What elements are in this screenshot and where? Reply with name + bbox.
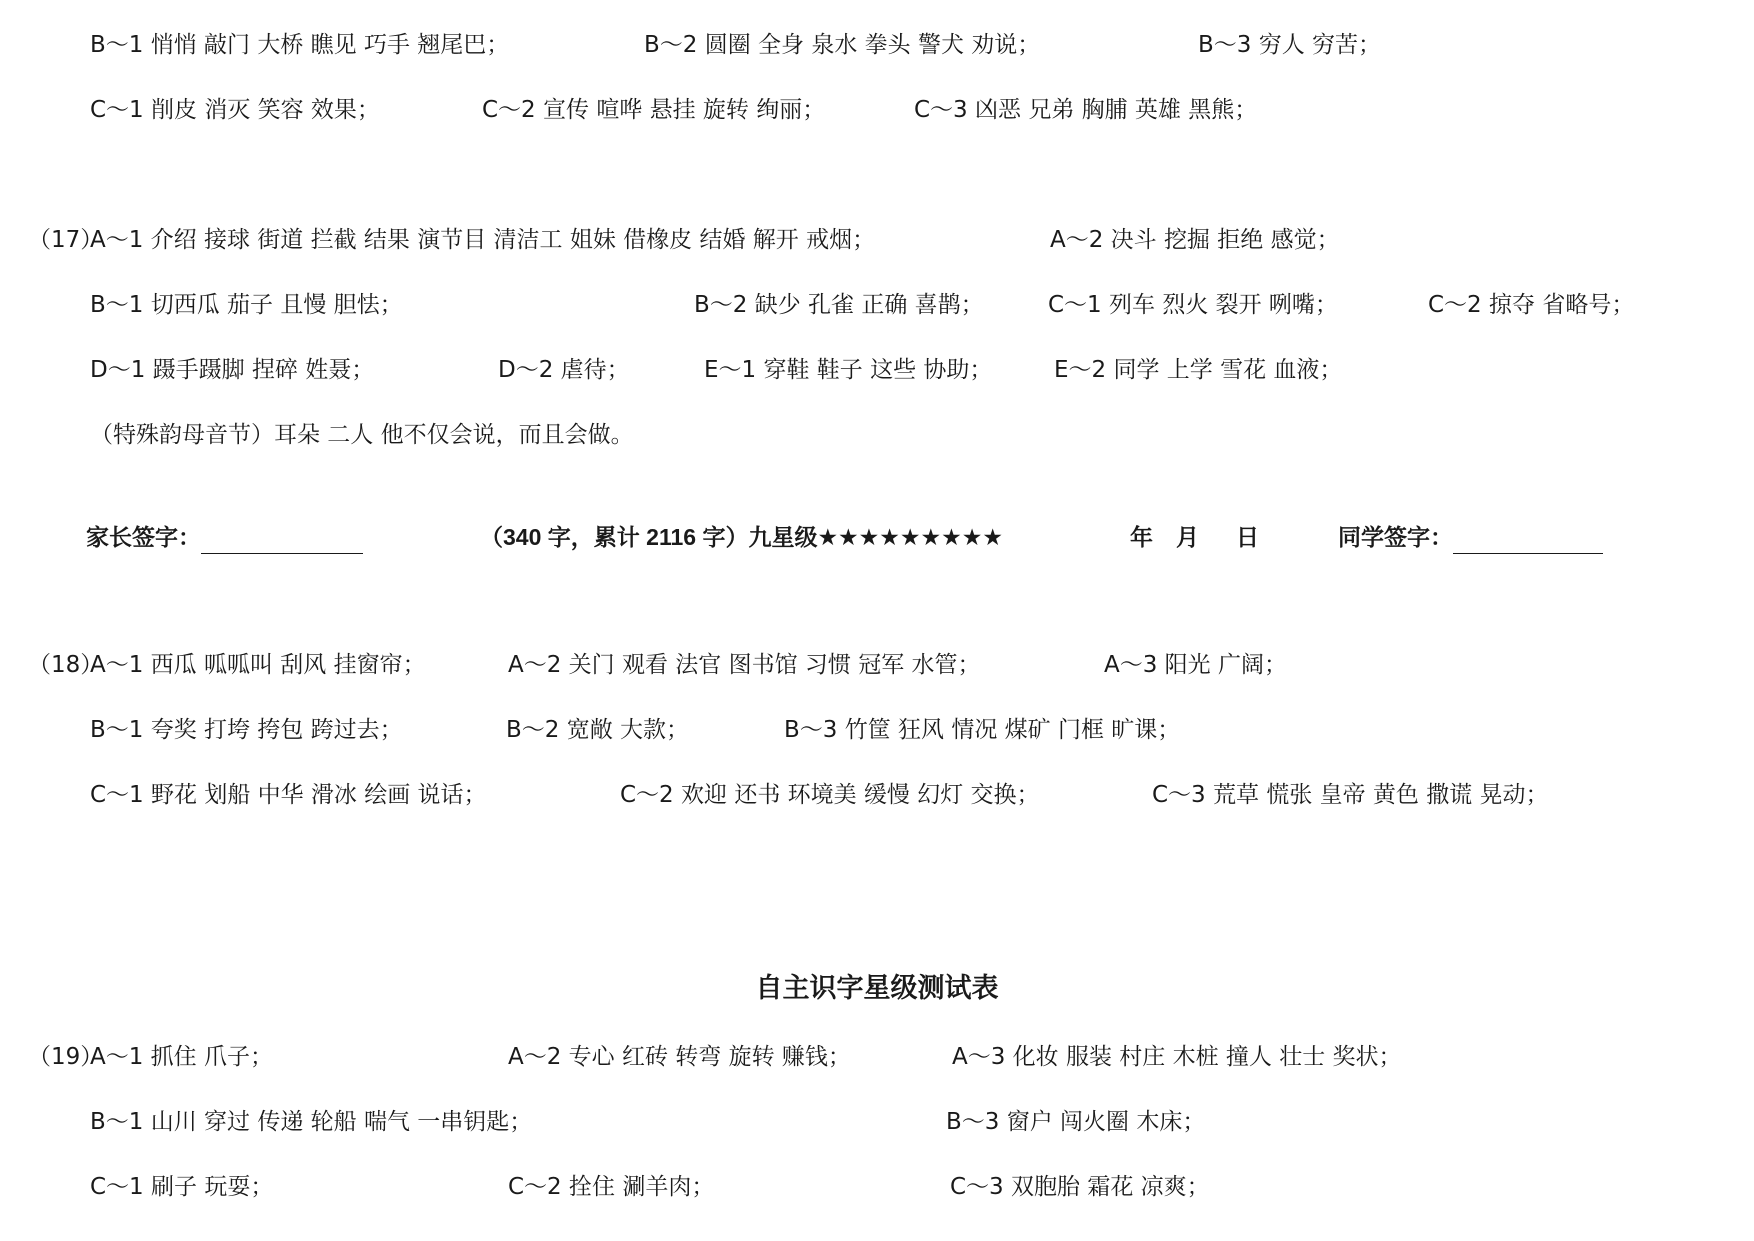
sec17-number: （17） <box>28 227 104 253</box>
table-title: 自主识字星级测试表 <box>755 973 999 1004</box>
sec16-c2: C～2 宣传 喧哗 悬挂 旋转 绚丽； <box>482 97 826 123</box>
sec17-c1: C～1 列车 烈火 裂开 咧嘴； <box>1048 292 1338 318</box>
sec16-c1: C～1 削皮 消灭 笑容 效果； <box>90 97 380 123</box>
sec19-a3: A～3 化妆 服装 村庄 木桩 撞人 壮士 奖状； <box>952 1044 1402 1070</box>
sec18-c3: C～3 荒草 慌张 皇帝 黄色 撒谎 晃动； <box>1152 782 1549 808</box>
sec18-number: （18） <box>28 652 104 678</box>
sec19-a2: A～2 专心 红砖 转弯 旋转 赚钱； <box>508 1044 851 1070</box>
sec17-a2: A～2 决斗 挖掘 拒绝 感觉； <box>1050 227 1340 253</box>
sec18-b1: B～1 夸奖 打垮 挎包 跨过去； <box>90 717 403 743</box>
sec16-c3: C～3 凶恶 兄弟 胸脯 英雄 黑熊； <box>914 97 1258 123</box>
sec17-e1: E～1 穿鞋 鞋子 这些 协助； <box>704 357 993 383</box>
sec19-c1: C～1 刷子 玩耍； <box>90 1174 274 1200</box>
sec18-a3: A～3 阳光 广阔； <box>1104 652 1287 678</box>
student-signature <box>1338 520 1603 554</box>
signature-row <box>0 520 1754 554</box>
sec19-b1: B～1 山川 穿过 传递 轮船 喘气 一串钥匙； <box>90 1109 533 1135</box>
student-signature-line[interactable] <box>1453 529 1603 554</box>
sec18-a1: A～1 西瓜 呱呱叫 刮风 挂窗帘； <box>90 652 426 678</box>
sec17-d2: D～2 虐待； <box>498 357 630 383</box>
sec17-b1: B～1 切西瓜 茄子 且慢 胆怯； <box>90 292 403 318</box>
sec16-b3: B～3 穷人 穷苦； <box>1198 32 1382 58</box>
sec16-b2: B～2 圆圈 全身 泉水 拳头 警犬 劝说； <box>644 32 1041 58</box>
parent-signature-label: 家长签字： <box>86 524 201 550</box>
sec18-a2: A～2 关门 观看 法官 图书馆 习惯 冠军 水管； <box>508 652 981 678</box>
sec18-b3: B～3 竹筐 狂风 情况 煤矿 门框 旷课； <box>784 717 1181 743</box>
sec18-c1: C～1 野花 划船 中华 滑冰 绘画 说话； <box>90 782 487 808</box>
sec18-b2: B～2 宽敞 大款； <box>506 717 690 743</box>
sec17-c2: C～2 掠夺 省略号； <box>1428 292 1635 318</box>
sec17-e2: E～2 同学 上学 雪花 血液； <box>1054 357 1343 383</box>
date-month: 月 <box>1176 524 1199 550</box>
character-count: （340 字，累计 2116 字）九星级★★★★★★★★★ <box>480 524 1004 550</box>
sec17-b2: B～2 缺少 孔雀 正确 喜鹊； <box>694 292 984 318</box>
sec17-d1: D～1 蹑手蹑脚 捏碎 姓聂； <box>90 357 375 383</box>
sec19-c2: C～2 拴住 涮羊肉； <box>508 1174 715 1200</box>
sec19-c3: C～3 双胞胎 霜花 凉爽； <box>950 1174 1210 1200</box>
parent-signature <box>86 520 363 554</box>
sec16-b1: B～1 悄悄 敲门 大桥 瞧见 巧手 翘尾巴； <box>90 32 510 58</box>
parent-signature-line[interactable] <box>201 529 363 554</box>
date-day: 日 <box>1236 524 1259 550</box>
sec19-a1: A～1 抓住 爪子； <box>90 1044 273 1070</box>
date-year: 年 <box>1130 524 1153 550</box>
sec18-c2: C～2 欢迎 还书 环境美 缓慢 幻灯 交换； <box>620 782 1040 808</box>
sec19-number: （19） <box>28 1044 104 1070</box>
sec19-b3: B～3 窗户 闯火圈 木床； <box>946 1109 1206 1135</box>
student-signature-label: 同学签字： <box>1338 524 1453 550</box>
sec17-a1: A～1 介绍 接球 街道 拦截 结果 演节目 清洁工 姐妹 借橡皮 结婚 解开 戒烟； <box>90 227 876 253</box>
sec17-special: （特殊韵母音节）耳朵 二人 他不仅会说，而且会做。 <box>90 422 634 448</box>
